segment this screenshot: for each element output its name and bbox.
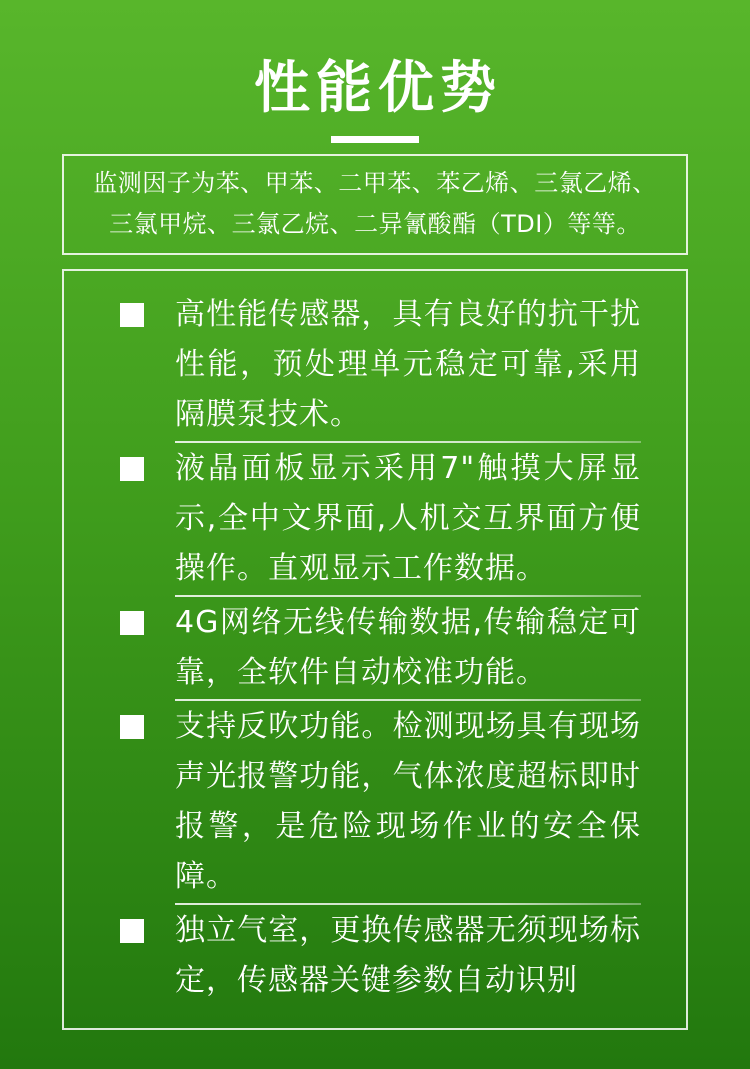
separator-line xyxy=(175,595,641,597)
square-bullet-icon xyxy=(120,303,144,327)
feature-item xyxy=(120,906,641,1006)
feature-text: 4G网络无线传输数据,传输稳定可靠，全软件自动校准功能。 xyxy=(175,605,641,690)
feature-text: 高性能传感器，具有良好的抗干扰性能，预处理单元稳定可靠,采用隔膜泵技术。 xyxy=(175,297,641,432)
feature-item xyxy=(120,598,641,698)
intro-box xyxy=(62,154,688,255)
feature-item xyxy=(120,290,641,440)
intro-line-1: 监测因子为苯、甲苯、二甲苯、苯乙烯、三氯乙烯、 xyxy=(93,169,657,197)
separator-line xyxy=(175,699,641,701)
square-bullet-icon xyxy=(120,611,144,635)
page-title: 性能优势 xyxy=(254,56,502,121)
feature-item xyxy=(120,444,641,594)
feature-text: 液晶面板显示采用7"触摸大屏显示,全中文界面,人机交互界面方便操作。直观显示工作数据。 xyxy=(175,451,641,586)
feature-text: 独立气室，更换传感器无须现场标定，传感器关键参数自动识别 xyxy=(175,913,641,998)
feature-item xyxy=(120,702,641,902)
square-bullet-icon xyxy=(120,715,144,739)
square-bullet-icon xyxy=(120,919,144,943)
feature-text: 支持反吹功能。检测现场具有现场声光报警功能，气体浓度超标即时报警，是危险现场作业的安全保障。 xyxy=(175,709,641,894)
separator-line xyxy=(175,441,641,443)
intro-line-2: 三氯甲烷、三氯乙烷、二异氰酸酯（TDI）等等。 xyxy=(109,210,641,238)
features-list xyxy=(62,269,688,1030)
title-underline xyxy=(331,136,419,143)
square-bullet-icon xyxy=(120,457,144,481)
separator-line xyxy=(175,903,641,905)
